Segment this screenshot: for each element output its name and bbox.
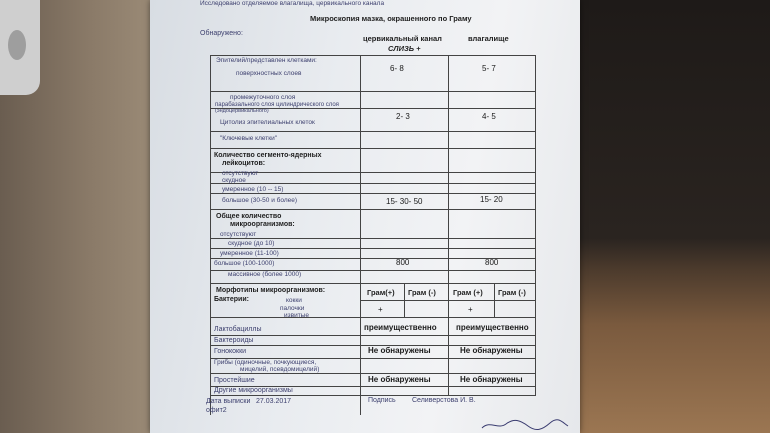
epithelium-surface-vaginal: 5- 7 xyxy=(482,64,496,73)
cytolysis-cervical: 2- 3 xyxy=(396,112,410,121)
office-code: офит2 xyxy=(206,407,227,414)
curved-label: извитые xyxy=(284,312,309,319)
micro-massive: массивное (более 1000) xyxy=(228,271,302,278)
col-header-cervical: цервикальный канал xyxy=(363,34,442,43)
leukocytes-heading: Количество сегменто-ядерных xyxy=(214,152,322,159)
epithelium-parabasal-2: (эндоцервикального) xyxy=(215,108,269,114)
epithelium-intermediate: промежуточного слоя xyxy=(230,94,296,101)
lacto-label: Лактобациллы xyxy=(214,326,262,333)
bacteria-label: Бактерии: xyxy=(214,296,249,303)
epithelium-surface-cervical: 6- 8 xyxy=(390,64,404,73)
leukocytes-scanty: скудное xyxy=(222,177,246,184)
lacto-cervical: преимущественно xyxy=(364,323,437,332)
power-socket xyxy=(0,0,40,95)
signature-name: Селиверстова И. В. xyxy=(412,397,476,404)
micro-scanty: скудное (до 10) xyxy=(228,240,275,247)
bacteroids-label: Бактероиды xyxy=(214,337,254,344)
signature-label: Подпись xyxy=(368,397,396,404)
gram-neg-cervical: Грам (-) xyxy=(408,288,436,297)
leukocytes-heading-2: лейкоцитов: xyxy=(222,160,266,167)
handwritten-signature xyxy=(480,418,570,432)
microorganisms-heading-2: микроорганизмов: xyxy=(230,221,295,228)
protozoa-vaginal: Не обнаружены xyxy=(460,375,523,384)
fungi-label-2: мицелий, псевдомицелий) xyxy=(240,366,320,373)
micro-large-cervical: 800 xyxy=(396,258,410,267)
lab-report-paper xyxy=(150,0,580,433)
gonococci-cervical: Не обнаружены xyxy=(368,346,431,355)
micro-large-vaginal: 800 xyxy=(485,258,499,267)
fungi-label: Грибы (одиночные, почкующиеся, xyxy=(214,359,317,366)
gram-pos-vaginal: Грам (+) xyxy=(453,288,483,297)
found-label: Обнаружено: xyxy=(200,30,243,37)
gram-pos-cervical: Грам(+) xyxy=(367,288,395,297)
epithelium-heading: Эпителий/представлен клетками: xyxy=(216,57,317,64)
leukocytes-large-vaginal: 15- 20 xyxy=(480,195,503,204)
protozoa-label: Простейшие xyxy=(214,377,255,384)
col-header-vaginal: влагалище xyxy=(468,34,509,43)
gonococci-vaginal: Не обнаружены xyxy=(460,346,523,355)
header-line: Исследовано отделяемое влагалища, цервикального канала xyxy=(200,0,385,7)
microorganisms-heading: Общее количество xyxy=(216,213,282,220)
leukocytes-large: большое (30-50 и более) xyxy=(222,197,298,204)
cocci-plus-cervical: + xyxy=(378,305,383,314)
cocci-label: кокки xyxy=(286,297,302,304)
epithelium-surface: поверхностных слоев xyxy=(236,70,302,77)
date-label: Дата выписки xyxy=(206,398,251,405)
micro-moderate: умеренное (11-100) xyxy=(220,250,279,257)
epithelium-parabasal: парабазального слоя цилиндрического слоя xyxy=(215,102,339,108)
gram-neg-vaginal: Грам (-) xyxy=(498,288,526,297)
micro-absent: отсутствуют xyxy=(220,231,257,238)
morphotypes-heading: Морфотипы микроорганизмов: xyxy=(216,287,326,294)
mucus-note: СЛИЗЬ + xyxy=(388,44,421,53)
protozoa-cervical: Не обнаружены xyxy=(368,375,431,384)
key-cells: "Ключевые клетки" xyxy=(220,135,278,142)
epithelium-cytolysis: Цитолиз эпителиальных клеток xyxy=(220,119,315,126)
leukocytes-large-cervical: 15- 30- 50 xyxy=(386,197,423,206)
cytolysis-vaginal: 4- 5 xyxy=(482,112,496,121)
report-title: Микроскопия мазка, окрашенного по Граму xyxy=(310,14,472,23)
leukocytes-moderate: умеренное (10 -- 15) xyxy=(222,186,284,193)
cocci-plus-vaginal: + xyxy=(468,305,473,314)
other-organisms-label: Другие микроорганизмы xyxy=(214,387,293,394)
micro-large: большое (100-1000) xyxy=(214,260,275,267)
issue-date: 27.03.2017 xyxy=(256,398,292,405)
lacto-vaginal: преимущественно xyxy=(456,323,529,332)
rods-label: палочки xyxy=(280,305,305,312)
background-right xyxy=(575,0,770,433)
leukocytes-absent: отсутствуют xyxy=(222,170,259,177)
gonococci-label: Гонококки xyxy=(214,348,247,355)
